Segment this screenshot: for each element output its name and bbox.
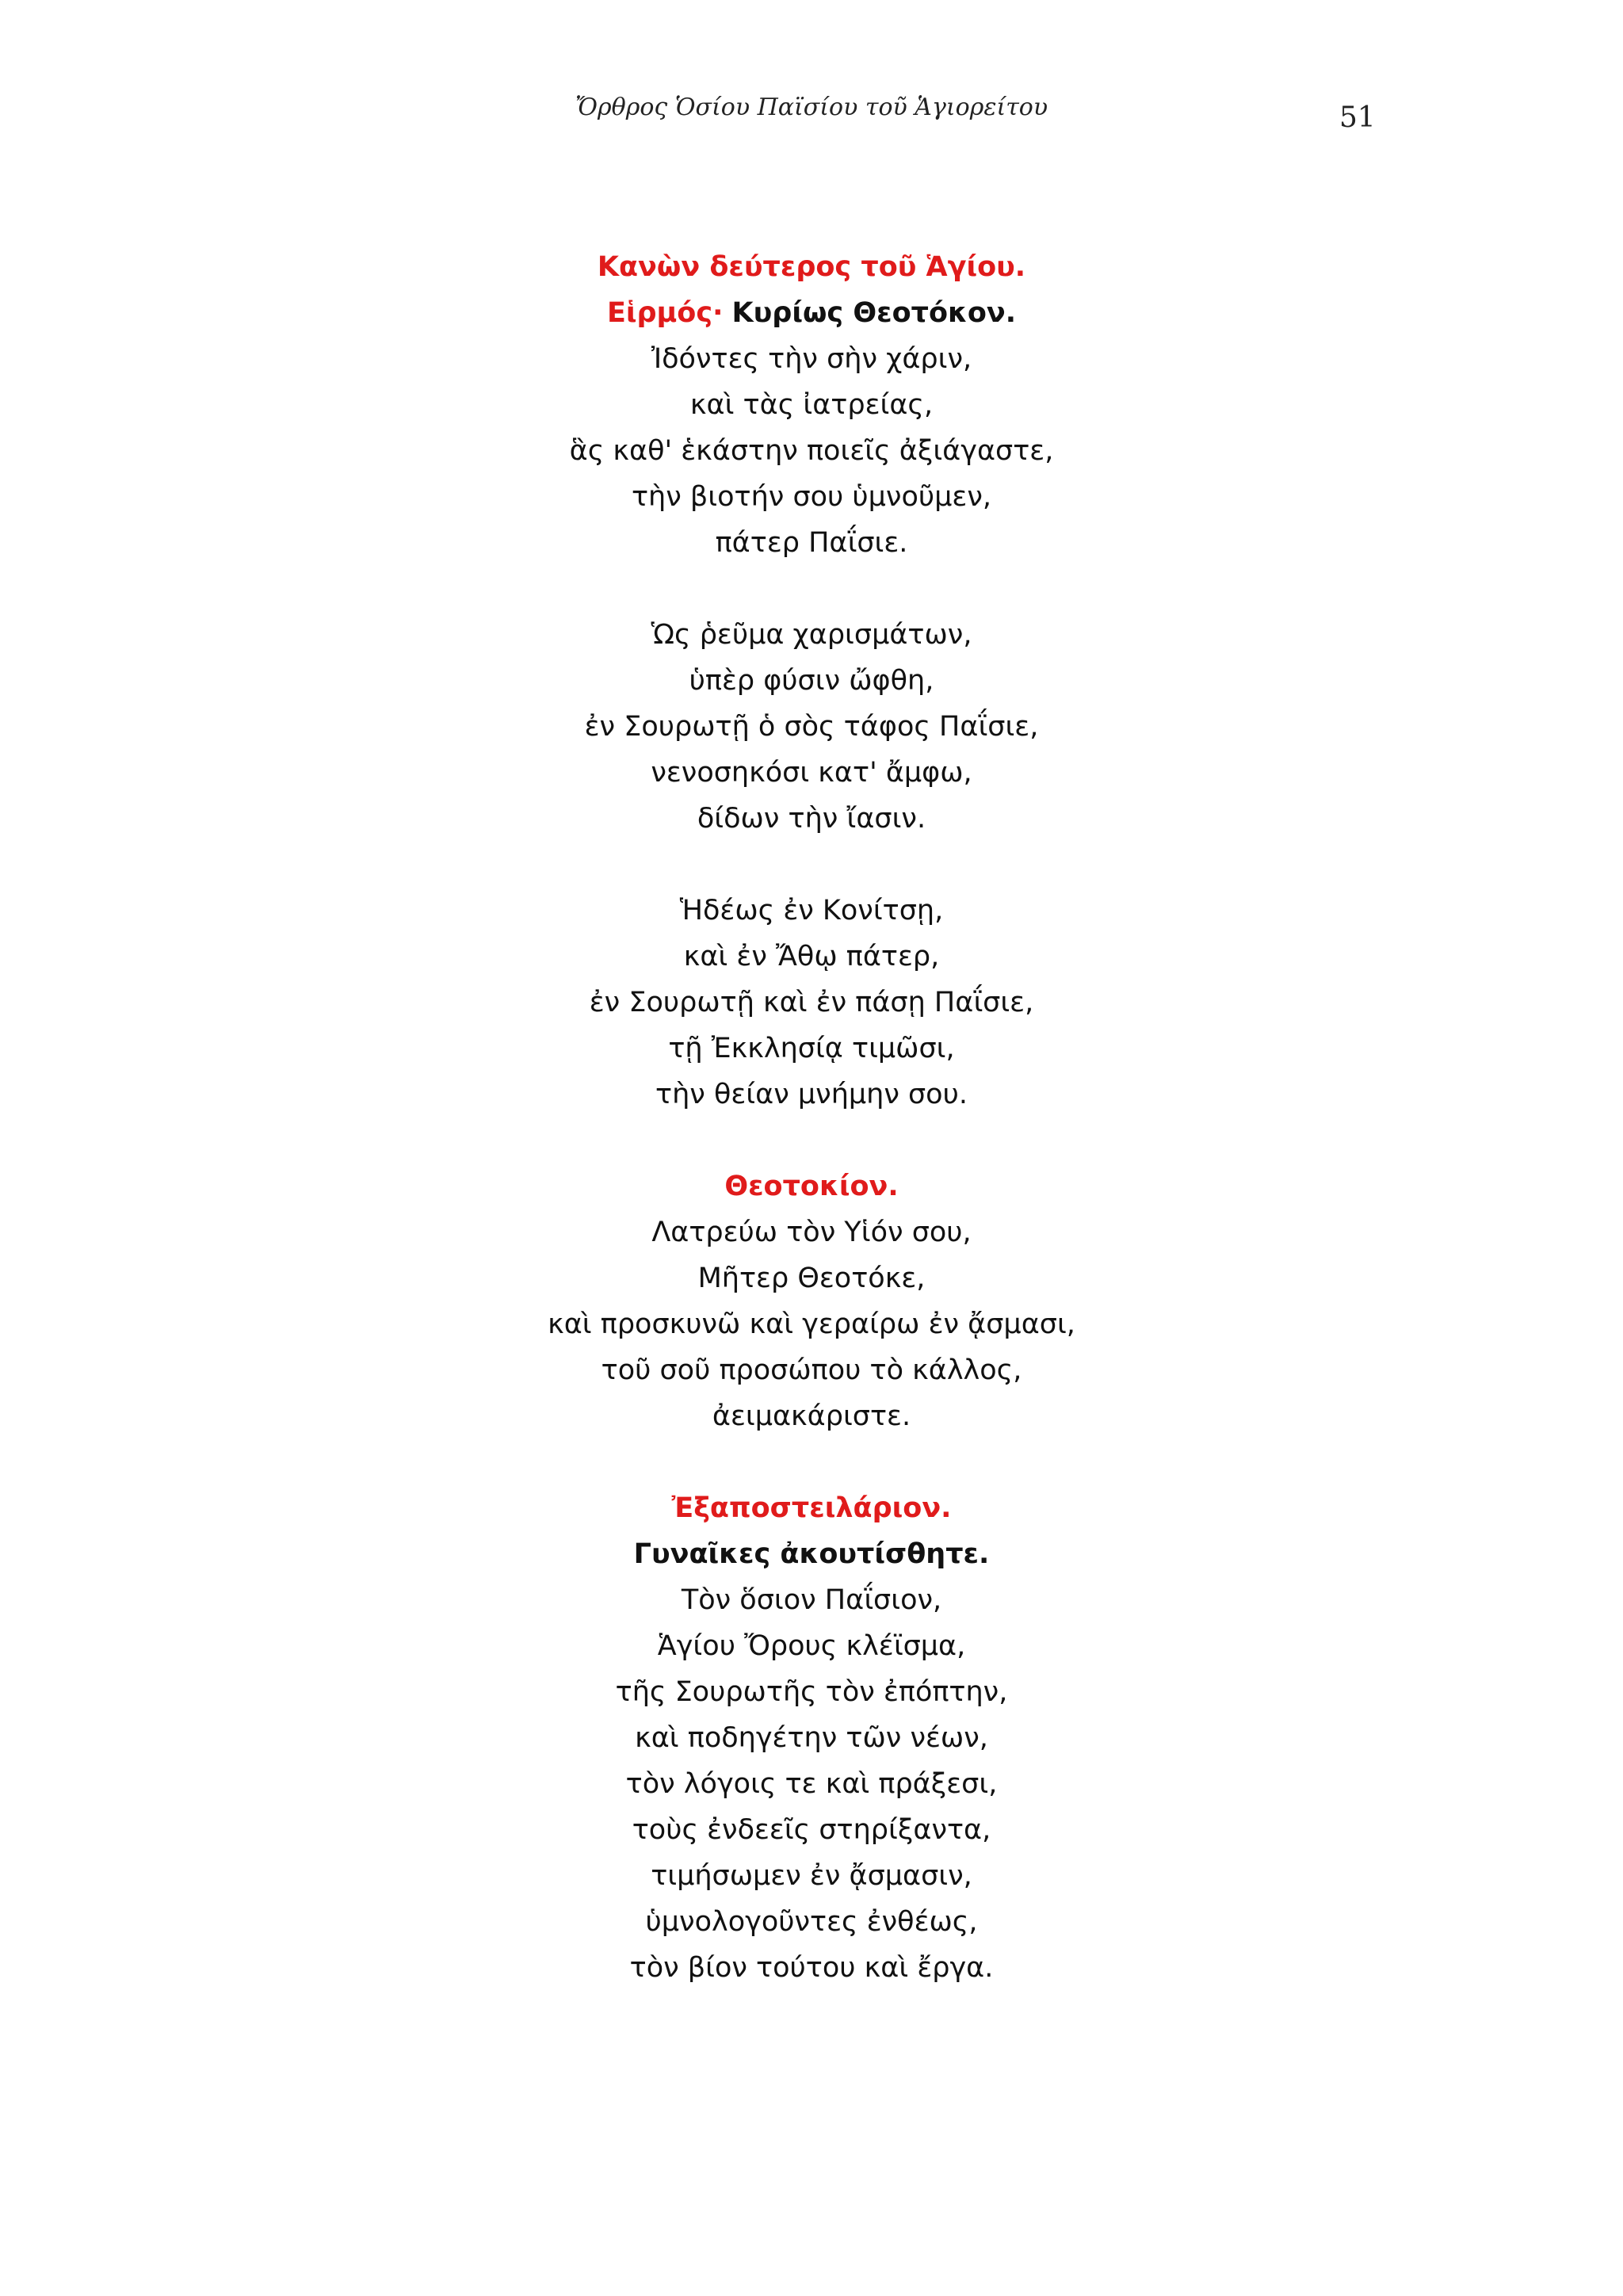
verse-line: τὴν θείαν μνήμην σου. bbox=[655, 1079, 968, 1110]
stanza-1 bbox=[0, 336, 1623, 566]
verse-line: τῇ Ἐκκλησίᾳ τιμῶσι, bbox=[668, 1033, 955, 1064]
verse-line: Λατρεύω τὸν Υἱόν σου, bbox=[651, 1217, 972, 1248]
page-content bbox=[0, 244, 1623, 1991]
verse-line: νενοσηκόσι κατ' ἄμφω, bbox=[651, 757, 972, 789]
verse-line: Τὸν ὅσιον Παΐσιον, bbox=[681, 1584, 942, 1616]
stanza-gap bbox=[0, 1439, 1623, 1485]
verse-line: καὶ τὰς ἰατρείας, bbox=[689, 389, 934, 421]
stanza-2 bbox=[0, 612, 1623, 842]
verse-line: πάτερ Παΐσιε. bbox=[715, 527, 908, 559]
stanza-gap bbox=[0, 842, 1623, 888]
theotokion-title: Θεοτοκίον. bbox=[724, 1171, 899, 1202]
verse-line: ἐν Σουρωτῇ ὁ σὸς τάφος Παΐσιε, bbox=[584, 711, 1039, 743]
verse-line: τῆς Σουρωτῆς τὸν ἐπόπτην, bbox=[615, 1676, 1008, 1708]
verse-line: ὑπὲρ φύσιν ὤφθη, bbox=[689, 665, 934, 697]
verse-line: ἀειμακάριστε. bbox=[712, 1400, 911, 1432]
verse-line: καὶ ποδηγέτην τῶν νέων, bbox=[635, 1722, 988, 1754]
verse-line: τοὺς ἐνδεεῖς στηρίξαντα, bbox=[632, 1814, 991, 1846]
verse-line: ὑμνολογοῦντες ἐνθέως, bbox=[645, 1906, 978, 1938]
stanza-gap bbox=[0, 1117, 1623, 1163]
stanza-gap bbox=[0, 566, 1623, 612]
verse-line: Ἰδόντες τὴν σὴν χάριν, bbox=[651, 343, 972, 375]
heirmos-label: Εἱρμός· bbox=[606, 297, 724, 329]
verse-line: τιμήσωμεν ἐν ᾄσμασιν, bbox=[651, 1860, 972, 1892]
stanza-3 bbox=[0, 888, 1623, 1117]
verse-line: Ἡδέως ἐν Κονίτσῃ, bbox=[679, 895, 944, 926]
exapostilarion-stanza bbox=[0, 1577, 1623, 1991]
verse-line: τὴν βιοτήν σου ὑμνοῦμεν, bbox=[631, 481, 992, 513]
verse-line: καὶ προσκυνῶ καὶ γεραίρω ἐν ᾄσμασι, bbox=[548, 1308, 1075, 1340]
running-head: Ὄρθρος Ὁσίου Παϊσίου τοῦ Ἁγιορείτου bbox=[575, 94, 1048, 121]
exapostilarion-melody: Γυναῖκες ἀκουτίσθητε. bbox=[633, 1538, 990, 1570]
verse-line: δίδων τὴν ἴασιν. bbox=[697, 803, 926, 835]
canon-title: Κανὼν δεύτερος τοῦ Ἁγίου. bbox=[597, 251, 1026, 283]
verse-line: Ὡς ῥεῦμα χαρισμάτων, bbox=[651, 619, 972, 651]
theotokion-stanza bbox=[0, 1209, 1623, 1439]
verse-line: Μῆτερ Θεοτόκε, bbox=[697, 1263, 926, 1294]
verse-line: τὸν βίον τούτου καὶ ἔργα. bbox=[629, 1952, 994, 1984]
heirmos-line bbox=[0, 290, 1623, 336]
verse-line: Ἁγίου Ὄρους κλέϊσμα, bbox=[657, 1630, 966, 1662]
verse-line: καὶ ἐν Ἄθῳ πάτερ, bbox=[683, 941, 940, 972]
heirmos-name: Κυρίως Θεοτόκον. bbox=[731, 297, 1017, 329]
verse-line: ἃς καθ' ἑκάστην ποιεῖς ἀξιάγαστε, bbox=[569, 435, 1054, 467]
verse-line: τὸν λόγοις τε καὶ πράξεσι, bbox=[625, 1768, 998, 1800]
page-number: 51 bbox=[1339, 101, 1376, 134]
verse-line: τοῦ σοῦ προσώπου τὸ κάλλος, bbox=[601, 1354, 1022, 1386]
exapostilarion-title: Ἐξαποστειλάριον. bbox=[671, 1492, 952, 1524]
verse-line: ἐν Σουρωτῇ καὶ ἐν πάσῃ Παΐσιε, bbox=[589, 987, 1034, 1018]
